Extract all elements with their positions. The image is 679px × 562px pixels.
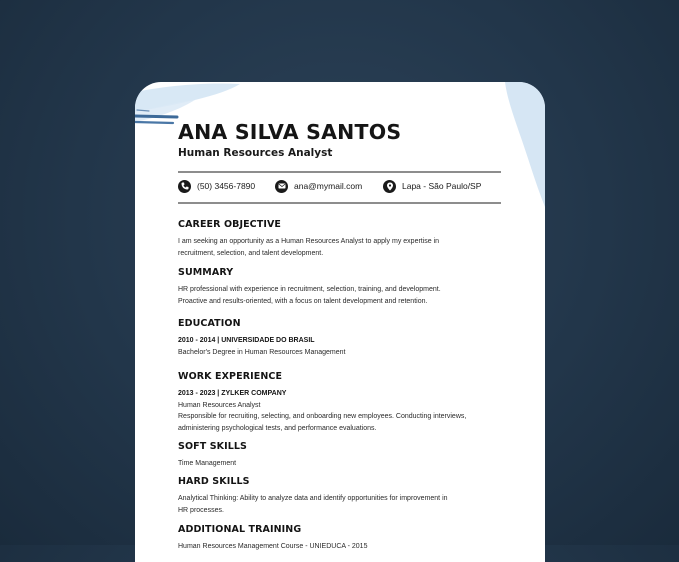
contact-phone (178, 179, 255, 193)
work-description: Responsible for recruiting, selecting, and onboarding new employees. Conducting interviews, (178, 413, 467, 420)
section-education (178, 318, 508, 358)
section-career-objective (178, 219, 508, 259)
candidate-role: Human Resources Analyst (178, 147, 333, 159)
location-pin-icon (383, 180, 396, 193)
phone-text: (50) 3456-7890 (197, 181, 256, 191)
section-summary (178, 267, 508, 307)
divider-top (178, 171, 501, 173)
section-hard-skills (178, 476, 508, 516)
location-text: Lapa - São Paulo/SP (402, 181, 482, 191)
education-degree: Bachelor's Degree in Human Resources Management (178, 348, 346, 356)
section-heading: SUMMARY (178, 267, 234, 278)
section-heading: ADDITIONAL TRAINING (178, 524, 302, 535)
candidate-name: ANA SILVA SANTOS (178, 120, 402, 144)
section-text: Human Resources Management Course - UNIEDUCA - 2015 (178, 543, 368, 550)
section-work-experience (178, 371, 508, 434)
section-heading: EDUCATION (178, 318, 241, 329)
work-title: Human Resources Analyst (178, 401, 261, 409)
section-heading: CAREER OBJECTIVE (178, 219, 282, 230)
phone-icon (178, 180, 191, 193)
contact-email (275, 179, 362, 193)
section-text: HR professional with experience in recruitment, selection, training, and development. (178, 286, 441, 293)
divider-bottom (178, 202, 501, 204)
section-text: HR processes. (178, 506, 224, 514)
resume-card (135, 82, 545, 562)
section-text: Time Management (178, 460, 237, 467)
section-text: Proactive and results-oriented, with a focus on talent development and retention. (178, 297, 428, 305)
section-heading: HARD SKILLS (178, 476, 250, 487)
email-text: ana@mymail.com (294, 181, 363, 191)
work-period: 2013 - 2023 | ZYLKER COMPANY (178, 390, 287, 397)
section-additional-training (178, 524, 508, 553)
email-icon (275, 180, 288, 193)
section-text: Analytical Thinking: Ability to analyze data and identify opportunities for improvement in (178, 495, 448, 502)
education-period: 2010 - 2014 | UNIVERSIDADE DO BRASIL (178, 337, 315, 344)
section-heading: WORK EXPERIENCE (178, 371, 283, 382)
section-text: recruitment, selection, and talent development. (178, 249, 324, 257)
work-description: administering psychological tests, and performance evaluations. (178, 424, 377, 432)
section-soft-skills (178, 441, 508, 470)
section-heading: SOFT SKILLS (178, 441, 247, 452)
section-text: I am seeking an opportunity as a Human Resources Analyst to apply my expertise in (178, 238, 440, 245)
contact-location (383, 179, 481, 193)
